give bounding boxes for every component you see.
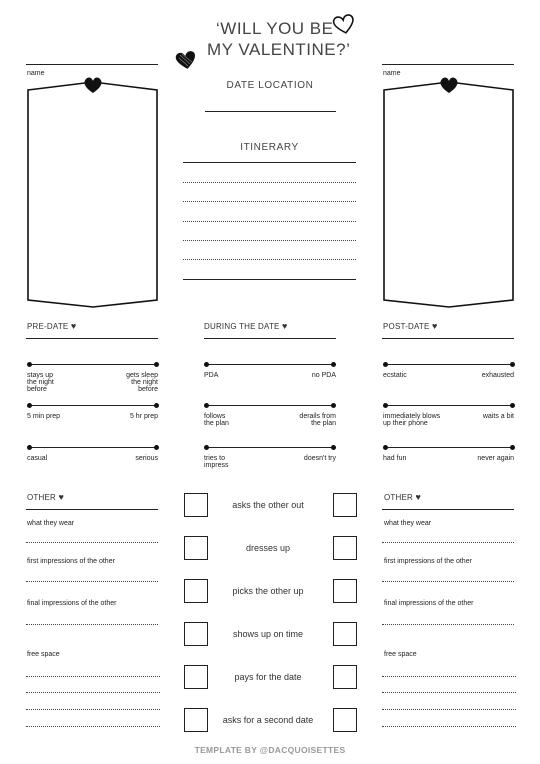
heart-icon: ♥ xyxy=(415,492,421,502)
date-location-line xyxy=(205,111,336,112)
heart-icon: ♥ xyxy=(282,321,288,331)
during-date-scale-3-left: tries to impress xyxy=(204,455,229,469)
pre-date-heading xyxy=(27,322,76,331)
right-name-label: name xyxy=(383,70,401,77)
pre-date-scale-3[interactable] xyxy=(29,447,157,448)
itinerary-bottom-line xyxy=(183,279,356,280)
other-right-answer-3[interactable] xyxy=(382,624,514,625)
post-date-scale-3-left: had fun xyxy=(383,455,407,462)
post-date-scale-1-left: ecstatic xyxy=(383,372,407,379)
other-left-heading xyxy=(27,493,64,502)
title-line-2: MY VALENTINE?’ xyxy=(207,40,351,59)
itinerary-line-2 xyxy=(183,201,356,202)
other-left-heading-line xyxy=(26,509,158,510)
during-date-heading xyxy=(204,322,288,331)
post-date-scale-3[interactable] xyxy=(385,447,513,448)
left-name-line xyxy=(26,64,158,65)
title-line-1: ‘WILL YOU BE xyxy=(216,19,334,38)
other-left-prompt-2: first impressions of the other xyxy=(27,558,115,565)
other-right-free-line-1[interactable] xyxy=(382,676,516,677)
post-date-heading-text: POST-DATE xyxy=(383,322,430,331)
other-left-heading-text: OTHER xyxy=(27,493,56,502)
pre-date-scale-2-right: 5 hr prep xyxy=(129,413,158,420)
other-left-prompt-3: final impressions of the other xyxy=(27,600,117,607)
template-credit: TEMPLATE BY @DACQUOISETTES xyxy=(194,745,346,755)
other-right-heading-text: OTHER xyxy=(384,493,413,502)
itinerary-top-line xyxy=(183,162,356,163)
pre-date-scale-1-left: stays up the night before xyxy=(27,372,54,393)
other-right-free-line-4[interactable] xyxy=(382,726,516,727)
other-right-answer-2[interactable] xyxy=(382,581,514,582)
other-right-prompt-4: free space xyxy=(384,651,417,658)
itinerary-line-4 xyxy=(183,240,356,241)
post-date-heading-line xyxy=(382,338,514,339)
during-date-heading-line xyxy=(204,338,336,339)
itinerary-line-3 xyxy=(183,221,356,222)
itinerary-line-5 xyxy=(183,259,356,260)
other-left-free-line-1[interactable] xyxy=(26,676,160,677)
during-date-scale-1-right: no PDA xyxy=(311,372,336,379)
during-date-scale-2-left: follows the plan xyxy=(204,413,229,427)
other-right-free-line-3[interactable] xyxy=(382,709,516,710)
post-date-scale-1-right: exhausted xyxy=(481,372,514,379)
checkbox-left-2[interactable] xyxy=(184,536,208,560)
checkbox-left-1[interactable] xyxy=(184,493,208,517)
other-left-free-line-3[interactable] xyxy=(26,709,160,710)
right-photo-frame xyxy=(380,74,518,312)
post-date-scale-1[interactable] xyxy=(385,364,513,365)
left-name-label: name xyxy=(27,70,45,77)
pre-date-heading-line xyxy=(26,338,158,339)
other-left-answer-2[interactable] xyxy=(26,581,158,582)
checklist-item-3: picks the other up xyxy=(232,586,304,596)
heart-icon: ♥ xyxy=(58,492,64,502)
itinerary-line-1 xyxy=(183,182,356,183)
other-left-prompt-4: free space xyxy=(27,651,60,658)
during-date-scale-2-right: derails from the plan xyxy=(299,413,336,427)
checklist-item-1: asks the other out xyxy=(232,500,304,510)
post-date-scale-3-right: never again xyxy=(477,455,514,462)
pre-date-scale-3-left: casual xyxy=(27,455,48,462)
other-right-prompt-3: final impressions of the other xyxy=(384,600,474,607)
checkbox-right-1[interactable] xyxy=(333,493,357,517)
checklist-item-2: dresses up xyxy=(245,543,291,553)
checkbox-right-2[interactable] xyxy=(333,536,357,560)
pre-date-scale-3-right: serious xyxy=(135,455,158,462)
other-right-answer-1[interactable] xyxy=(382,542,514,543)
other-right-free-line-2[interactable] xyxy=(382,692,516,693)
date-location-label: DATE LOCATION xyxy=(226,80,314,91)
post-date-scale-2-left: immediately blows up their phone xyxy=(383,413,441,427)
other-right-prompt-1: what they wear xyxy=(384,520,432,527)
checkbox-right-4[interactable] xyxy=(333,622,357,646)
during-date-scale-2[interactable] xyxy=(206,405,334,406)
heart-icon: ♥ xyxy=(431,321,438,331)
pre-date-heading-text: PRE-DATE xyxy=(27,322,69,331)
other-left-answer-1[interactable] xyxy=(26,542,158,543)
during-date-scale-1-left: PDA xyxy=(204,372,219,379)
checkbox-right-3[interactable] xyxy=(333,579,357,603)
other-right-prompt-2: first impressions of the other xyxy=(384,558,472,565)
during-date-scale-1[interactable] xyxy=(206,364,334,365)
other-right-heading-line xyxy=(382,509,514,510)
checklist-item-5: pays for the date xyxy=(234,672,302,682)
during-date-heading-text: DURING THE DATE xyxy=(204,322,280,331)
post-date-scale-2-right: waits a bit xyxy=(482,413,514,420)
checklist-item-4: shows up on time xyxy=(232,629,304,639)
checklist-item-6: asks for a second date xyxy=(222,715,314,725)
other-left-answer-3[interactable] xyxy=(26,624,158,625)
right-name-line xyxy=(382,64,514,65)
outline-heart-icon xyxy=(331,12,357,36)
scribbled-heart-icon xyxy=(174,49,198,71)
checkbox-left-4[interactable] xyxy=(184,622,208,646)
post-date-scale-2[interactable] xyxy=(385,405,513,406)
pre-date-scale-1-right: gets sleep the night before xyxy=(126,372,158,393)
checkbox-left-6[interactable] xyxy=(184,708,208,732)
heart-icon: ♥ xyxy=(70,321,77,331)
pre-date-scale-2[interactable] xyxy=(29,405,157,406)
during-date-scale-3-right: doesn't try xyxy=(303,455,336,462)
checkbox-left-5[interactable] xyxy=(184,665,208,689)
post-date-heading xyxy=(383,322,438,331)
left-photo-frame xyxy=(24,74,162,312)
other-left-free-line-2[interactable] xyxy=(26,692,160,693)
other-left-free-line-4[interactable] xyxy=(26,726,160,727)
itinerary-heading: ITINERARY xyxy=(240,142,299,153)
checkbox-right-5[interactable] xyxy=(333,665,357,689)
pre-date-scale-1[interactable] xyxy=(29,364,157,365)
pre-date-scale-2-left: 5 min prep xyxy=(27,413,61,420)
other-right-heading xyxy=(384,493,421,502)
other-left-prompt-1: what they wear xyxy=(27,520,75,527)
during-date-scale-3[interactable] xyxy=(206,447,334,448)
checkbox-right-6[interactable] xyxy=(333,708,357,732)
checkbox-left-3[interactable] xyxy=(184,579,208,603)
